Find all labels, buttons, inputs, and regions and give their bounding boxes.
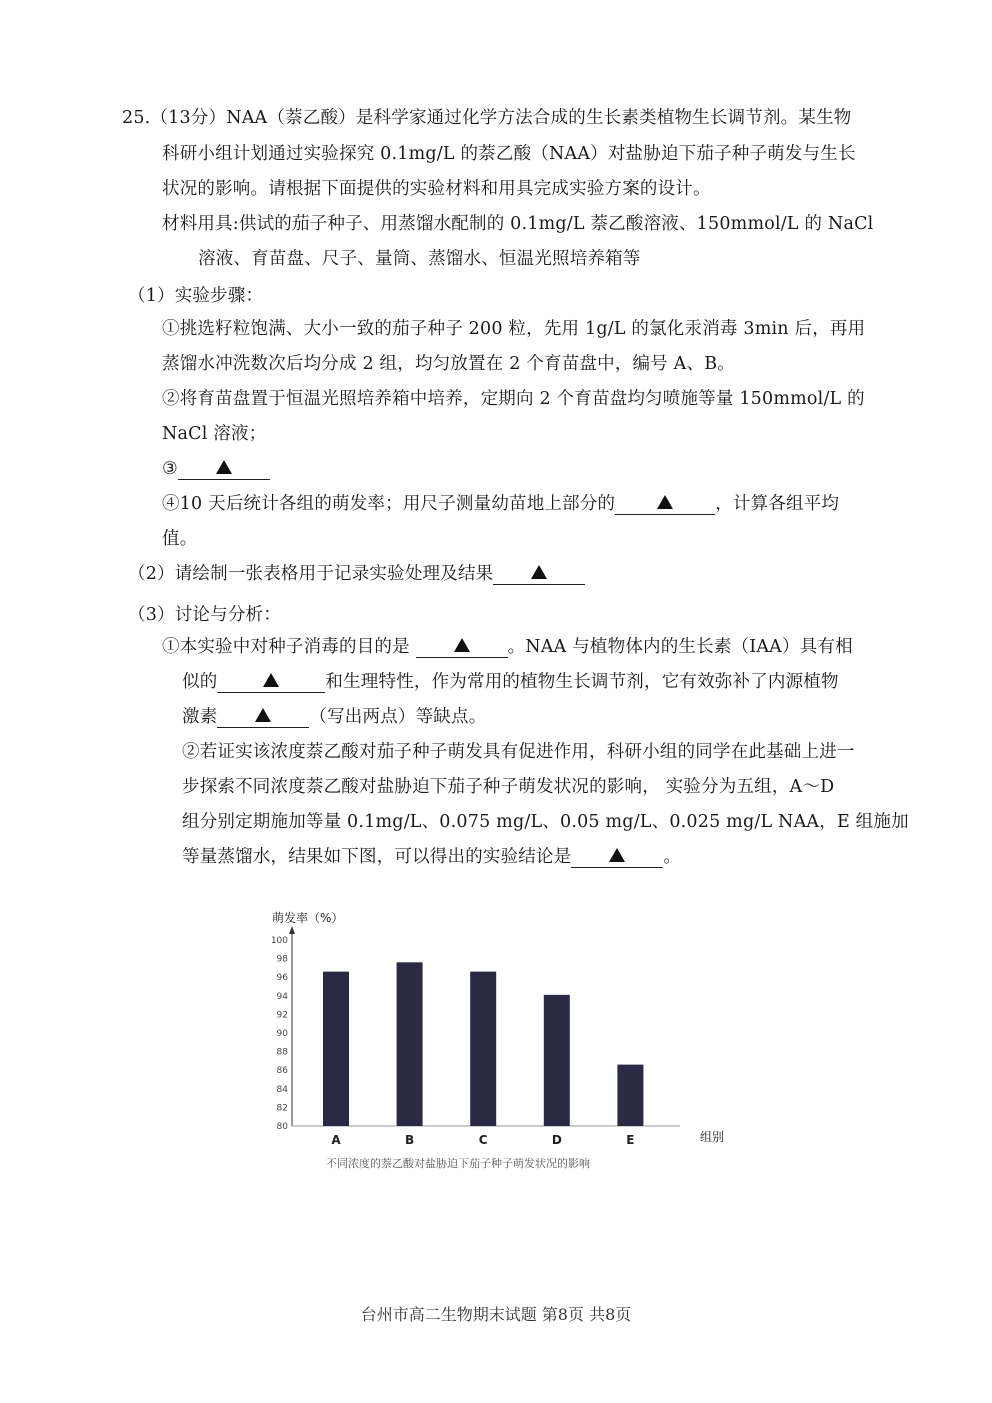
materials-line-2: 溶液、育苗盘、尺子、量筒、蒸馏水、恒温光照培养箱等 bbox=[198, 249, 641, 269]
step2-line-2: NaCl 溶液； bbox=[162, 424, 267, 444]
materials-line-1: 材料用具:供试的茄子种子、用蒸馏水配制的 0.1mg/L 萘乙酸溶液、150mmol/L 的 NaCl bbox=[162, 214, 874, 234]
discussion1c-text-after: （写出两点）等缺点。 bbox=[309, 707, 487, 727]
discussion1-line-2 bbox=[182, 670, 839, 694]
answer-blank-defects[interactable] bbox=[217, 707, 309, 728]
triangle-marker-icon bbox=[657, 495, 673, 509]
x-tick-label-A: A bbox=[331, 1133, 341, 1147]
bar-C bbox=[470, 972, 496, 1126]
x-tick-label-C: C bbox=[478, 1133, 488, 1147]
y-tick-label: 98 bbox=[276, 954, 288, 965]
answer-blank-disinfect[interactable] bbox=[416, 637, 508, 658]
triangle-marker-icon bbox=[216, 460, 232, 474]
answer-blank-conclusion[interactable] bbox=[571, 847, 663, 868]
y-tick-label: 86 bbox=[276, 1066, 288, 1077]
discussion2-line-4 bbox=[182, 845, 681, 869]
discussion2d-text-after: 。 bbox=[663, 847, 682, 867]
question-stem-line-3: 状况的影响。请根据下面提供的实验材料和用具完成实验方案的设计。 bbox=[162, 179, 711, 199]
y-tick-label: 100 bbox=[270, 936, 288, 946]
chart-x-labels bbox=[331, 1133, 634, 1147]
chart-ylabel: 萌发率（%） bbox=[272, 911, 344, 925]
triangle-marker-icon bbox=[454, 638, 470, 652]
discussion1-line-1 bbox=[162, 635, 853, 659]
bar-A bbox=[323, 972, 349, 1126]
part2-text: （2）请绘制一张表格用于记录实验处理及结果 bbox=[128, 564, 494, 584]
discussion1b-text-after: 和生理特性，作为常用的植物生长调节剂，它有效弥补了内源植物 bbox=[325, 672, 839, 692]
step1-line-1: ①挑选籽粒饱满、大小一致的茄子种子 200 粒，先用 1g/L 的氯化汞消毒 3min 后，再用 bbox=[162, 319, 866, 339]
step3-label: ③ bbox=[162, 459, 178, 479]
step4-line-1 bbox=[162, 492, 839, 516]
y-tick-label: 84 bbox=[276, 1084, 288, 1095]
part1-title: （1）实验步骤： bbox=[128, 286, 264, 306]
chart-bars bbox=[323, 962, 643, 1126]
bar-E bbox=[617, 1065, 643, 1126]
triangle-marker-icon bbox=[263, 673, 279, 687]
chart-xlabel: 组别 bbox=[700, 1130, 725, 1144]
step1-line-2: 蒸馏水冲洗数次后均分成 2 组，均匀放置在 2 个育苗盘中，编号 A、B。 bbox=[162, 354, 735, 374]
y-tick-label: 80 bbox=[276, 1122, 288, 1132]
answer-blank-similar[interactable] bbox=[217, 672, 325, 693]
x-tick-label-E: E bbox=[626, 1133, 635, 1147]
y-tick-label: 94 bbox=[276, 991, 288, 1002]
discussion2d-text-before: 等量蒸馏水，结果如下图，可以得出的实验结论是 bbox=[182, 847, 572, 867]
chart-y-ticks bbox=[271, 936, 288, 1132]
bar-D bbox=[544, 995, 570, 1126]
part2-line bbox=[128, 562, 585, 586]
answer-blank-step3[interactable] bbox=[178, 459, 270, 480]
discussion1c-text-before: 激素 bbox=[182, 707, 218, 727]
triangle-marker-icon bbox=[609, 848, 625, 862]
y-tick-label: 96 bbox=[276, 973, 288, 984]
triangle-marker-icon bbox=[255, 708, 271, 722]
answer-blank-step4[interactable] bbox=[615, 494, 715, 515]
part3-title: （3）讨论与分析： bbox=[128, 605, 281, 625]
discussion1-line-3 bbox=[182, 705, 486, 729]
discussion1-text-after: 。NAA 与植物体内的生长素（IAA）具有相 bbox=[507, 637, 853, 657]
y-tick-label: 90 bbox=[276, 1029, 288, 1039]
discussion1b-text-before: 似的 bbox=[182, 672, 218, 692]
y-tick-label: 88 bbox=[276, 1047, 288, 1058]
page-footer: 台州市高二生物期末试题 第8页 共8页 bbox=[360, 1305, 632, 1324]
step3-line bbox=[162, 457, 270, 481]
answer-blank-table[interactable] bbox=[493, 564, 585, 585]
step4-line-2: 值。 bbox=[162, 529, 198, 549]
discussion2-line-2: 步探索不同浓度萘乙酸对盐胁迫下茄子种子萌发状况的影响， 实验分为五组，A～D bbox=[182, 777, 835, 797]
step4-text-before: ④10 天后统计各组的萌发率；用尺子测量幼苗地上部分的 bbox=[162, 494, 616, 514]
discussion2-line-3: 组分别定期施加等量 0.1mg/L、0.075 mg/L、0.05 mg/L、0.025 mg/L NAA，E 组施加 bbox=[182, 812, 909, 832]
question-stem-line-2: 科研小组计划通过实验探究 0.1mg/L 的萘乙酸（NAA）对盐胁迫下茄子种子萌发与生长 bbox=[162, 144, 856, 164]
step4-text-after: ，计算各组平均 bbox=[715, 494, 840, 514]
discussion1-text-before: ①本实验中对种子消毒的目的是 bbox=[162, 637, 416, 657]
y-tick-label: 82 bbox=[276, 1103, 288, 1114]
step2-line-1: ②将育苗盘置于恒温光照培养箱中培养，定期向 2 个育苗盘均匀喷施等量 150mmol/L 的 bbox=[162, 389, 865, 409]
y-tick-label: 92 bbox=[276, 1010, 288, 1021]
chart-caption: 不同浓度的萘乙酸对盐胁迫下茄子种子萌发状况的影响 bbox=[326, 1157, 590, 1170]
triangle-marker-icon bbox=[531, 565, 547, 579]
germination-bar-chart bbox=[260, 900, 740, 1180]
discussion2-line-1: ②若证实该浓度萘乙酸对茄子种子萌发具有促进作用，科研小组的同学在此基础上进一 bbox=[182, 742, 855, 762]
x-tick-label-D: D bbox=[551, 1133, 562, 1147]
y-axis-arrow-icon bbox=[289, 926, 295, 934]
bar-B bbox=[397, 962, 423, 1126]
question-stem-line-1: 25.（13分）NAA（萘乙酸）是科学家通过化学方法合成的生长素类植物生长调节剂。某生物 bbox=[122, 108, 852, 128]
x-tick-label-B: B bbox=[405, 1133, 415, 1147]
